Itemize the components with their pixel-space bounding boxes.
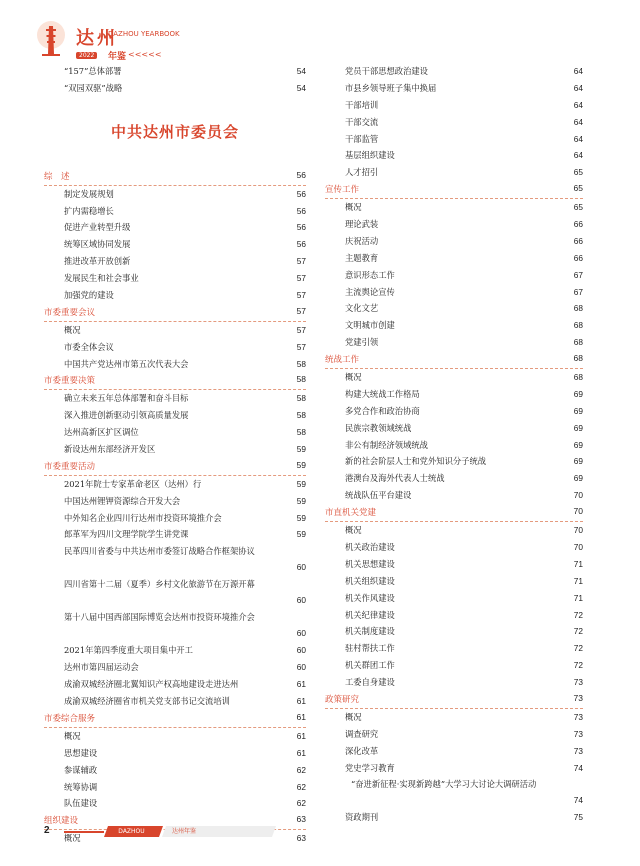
toc-entry-text: 机关制度建设 [345,626,395,637]
toc-entry-page: 59 [296,495,306,506]
section-page: 59 [296,459,306,470]
toc-entry[interactable] [44,493,306,510]
toc-entry-page: 71 [573,558,583,569]
toc-entry-page: 65 [573,202,583,213]
toc-entry-page: 69 [573,422,583,433]
toc-entry-text: 统筹协调 [64,781,98,792]
toc-entry-page: 66 [573,235,583,246]
page-number: 2 [44,825,50,836]
toc-entry-page: 58 [296,410,306,421]
toc-entry-page: 71 [573,592,583,603]
toc-entry-text: “双园双驱”战略 [64,82,123,93]
logo-nianjian: 年鉴 [108,52,127,62]
toc-entry-page: 65 [573,167,583,178]
toc-entry-page: 59 [296,444,306,455]
toc-entry-page: 58 [296,393,306,404]
toc-entry[interactable] [325,369,583,386]
toc-entry-page: 67 [573,286,583,297]
toc-entry-text: 概况 [345,202,362,213]
toc-entry-page: 72 [573,609,583,620]
toc-entry-page: 57 [296,341,306,352]
section-page: 68 [573,353,583,364]
toc-entry[interactable] [44,186,306,203]
toc-entry-text: 2021年第四季度重大项目集中开工 [64,645,193,656]
toc-entry-page: 64 [573,150,583,161]
toc-entry-text: 庆祝活动 [345,235,379,246]
toc-entry-text: 中国达州锂钾资源综合开发大会 [64,495,181,506]
toc-entry[interactable] [325,556,583,573]
toc-entry[interactable] [44,676,306,693]
toc-entry-page: 73 [573,711,583,722]
toc-section-heading[interactable] [44,372,306,390]
toc-entry-text: 确立未来五年总体部署和奋斗目标 [64,393,189,404]
toc-entry[interactable] [325,147,583,164]
toc-entry[interactable] [325,250,583,267]
toc-entry-text: 新的社会阶层人士和党外知识分子统战 [345,456,487,467]
toc-entry[interactable] [44,287,306,304]
section-title: 组织建设 [44,816,79,827]
toc-left-column [44,63,306,847]
toc-entry-page: 62 [296,798,306,809]
toc-entry-page: 73 [573,745,583,756]
toc-section-heading[interactable] [325,691,583,709]
logo-year: 2022 [76,52,97,59]
section-title: 市委重要会议 [44,307,96,318]
toc-entry[interactable] [44,526,306,543]
toc-entry-page: 70 [573,541,583,552]
toc-entry[interactable] [325,743,583,760]
toc-entry[interactable] [325,573,583,590]
toc-entry-text: 干部监管 [345,133,379,144]
toc-entry-text: 达州高新区扩区调位 [64,427,139,438]
toc-entry[interactable] [325,640,583,657]
toc-entry-text: 港澳台及海外代表人士统战 [345,473,445,484]
section-title: 政策研究 [325,694,360,705]
section-page: 61 [296,711,306,722]
toc-entry[interactable] [44,728,306,745]
toc-entry-page: 74 [573,795,583,806]
toc-entry[interactable] [325,487,583,504]
toc-entry-text: 市县乡领导班子集中换届 [345,82,437,93]
toc-entry-text: 成渝双城经济圈省市机关党支部书记交流培训 [64,696,230,707]
toc-entry-page: 60 [296,595,306,606]
toc-entry-page: 73 [573,728,583,739]
toc-entry-text: 多党合作和政治协商 [345,405,420,416]
toc-entry-text: 调查研究 [345,728,379,739]
toc-entry[interactable] [44,390,306,407]
toc-entry-text: 理论武装 [345,219,379,230]
toc-entry[interactable] [44,203,306,220]
toc-entry[interactable] [44,219,306,236]
toc-entry[interactable] [325,760,583,777]
toc-entry[interactable] [325,80,583,97]
toc-entry[interactable] [325,63,583,80]
toc-entry-text: 概况 [64,324,81,335]
toc-entry-page: 56 [296,188,306,199]
toc-right-column [325,63,583,826]
toc-section-heading[interactable] [44,710,306,728]
toc-entry-page: 56 [296,222,306,233]
toc-entry[interactable] [325,657,583,674]
toc-entry[interactable] [325,674,583,691]
toc-entry-text: 加强党的建设 [64,290,114,301]
toc-section-heading[interactable] [325,351,583,369]
toc-entry-page: 68 [573,303,583,314]
toc-entry[interactable] [325,386,583,403]
toc-entry-text: “奋进新征程·实现新跨越”大学习大讨论大调研活动 [351,779,537,790]
toc-entry[interactable] [325,522,583,539]
toc-entry-page: 66 [573,252,583,263]
toc-entry-page: 69 [573,456,583,467]
toc-entry-page: 72 [573,626,583,637]
toc-entry-text: 机关政治建设 [345,541,395,552]
section-title: 宣传工作 [325,185,360,196]
toc-entry-page: 60 [296,662,306,673]
toc-entry-page: 57 [296,256,306,267]
toc-entry-page: 57 [296,324,306,335]
toc-entry-text: 非公有制经济领域统战 [345,439,428,450]
footer-yearbook-en: DAZHOU YEARBOOK [114,828,149,846]
toc-entry[interactable] [325,131,583,148]
toc-entry-page: 74 [573,762,583,773]
toc-entry-text: 概况 [345,525,362,536]
toc-section-heading[interactable] [44,458,306,476]
toc-entry-page: 73 [573,677,583,688]
toc-entry-text: 党史学习教育 [345,762,395,773]
footer-yearbook-cn-box [162,826,276,837]
toc-entry-text: 参谋辅政 [64,764,98,775]
toc-entry-page: 67 [573,269,583,280]
chapter-title: 中共达州市委员会 [110,122,239,141]
toc-entry[interactable] [325,334,583,351]
toc-entry-text: 中外知名企业四川行达州市投资环境推介会 [64,512,222,523]
section-page: 58 [296,374,306,385]
toc-entry-page: 60 [296,628,306,639]
toc-entry-page: 72 [573,660,583,671]
toc-entry-text: 第十八届中国西部国际博览会达州市投资环境推介会 [64,612,255,623]
toc-entry[interactable] [44,322,306,339]
toc-entry[interactable] [325,709,583,726]
toc-entry-text: 概况 [64,833,81,844]
toc-entry-page: 58 [296,358,306,369]
toc-entry-page: 75 [573,812,583,823]
toc-entry-page: 56 [296,239,306,250]
toc-entry-page: 59 [296,478,306,489]
logo-title: 达州 [76,28,118,49]
toc-entry-text: 驻村帮扶工作 [345,643,395,654]
toc-entry-page: 70 [573,490,583,501]
logo-subtitle: DAZHOU YEARBOOK [108,30,180,38]
toc-entry-page: 64 [573,116,583,127]
toc-entry[interactable] [44,745,306,762]
toc-section-heading[interactable] [44,304,306,322]
toc-entry[interactable] [325,199,583,216]
toc-entry-text: 新设达州东部经济开发区 [64,444,156,455]
toc-entry[interactable] [325,267,583,284]
toc-entry-text: 概况 [345,711,362,722]
toc-entry-page: 69 [573,388,583,399]
toc-entry[interactable] [325,97,583,114]
toc-entry[interactable] [44,407,306,424]
toc-entry[interactable] [44,339,306,356]
toc-entry[interactable] [325,607,583,624]
toc-entry-page: 62 [296,781,306,792]
toc-entry-text: 统筹区域协同发展 [64,239,131,250]
toc-entry-page: 64 [573,99,583,110]
toc-entry-text: 机关组织建设 [345,575,395,586]
toc-entry[interactable] [325,284,583,301]
section-title: 市委重要活动 [44,461,96,472]
toc-entry[interactable] [44,510,306,527]
toc-entry-page: 54 [296,82,306,93]
toc-entry-text: 促进产业转型升级 [64,222,131,233]
section-title: 统战工作 [325,355,360,366]
toc-entry[interactable] [44,543,306,576]
toc-entry-text: 市委全体会议 [64,341,114,352]
toc-entry-page: 69 [573,473,583,484]
toc-entry-text: 统战队伍平台建设 [345,490,412,501]
toc-entry-page: 63 [296,833,306,844]
toc-entry-page: 68 [573,320,583,331]
toc-entry-page: 57 [296,290,306,301]
toc-entry[interactable] [44,642,306,659]
toc-entry-page: 64 [573,82,583,93]
section-page: 63 [296,814,306,825]
toc-entry[interactable] [44,424,306,441]
toc-entry-text: 深入推进创新驱动引领高质量发展 [64,410,189,421]
toc-entry-text: 2021年院士专家革命老区（达州）行 [64,478,202,489]
toc-entry-page: 64 [573,133,583,144]
toc-entry-text: 文明城市创建 [345,320,395,331]
toc-section-heading[interactable] [325,181,583,199]
toc-entry-text: 制定发展规划 [64,188,114,199]
toc-entry-page: 56 [296,205,306,216]
toc-entry-page: 62 [296,764,306,775]
toc-entry[interactable] [44,253,306,270]
toc-entry-page: 61 [296,679,306,690]
toc-entry-page: 54 [296,66,306,76]
toc-entry-page: 59 [296,529,306,540]
toc-entry-text: 民革四川省委与中共达州市委签订战略合作框架协议 [64,546,255,557]
toc-entry[interactable] [44,576,306,609]
toc-entry-page: 69 [573,405,583,416]
toc-entry-text: 党建引领 [345,337,379,348]
section-title: 市直机关党建 [325,508,377,519]
toc-entry[interactable] [44,693,306,710]
toc-entry[interactable] [325,776,583,809]
toc-entry-text: 中国共产党达州市第五次代表大会 [64,358,189,369]
toc-entry-text: 推进改革开放创新 [64,256,131,267]
toc-entry[interactable] [44,356,306,373]
toc-entry-page: 69 [573,439,583,450]
footer-yearbook-cn: 达州年鉴 [172,828,197,835]
toc-entry-text: 机关思想建设 [345,558,395,569]
toc-entry-text: 民族宗教领域统战 [345,422,412,433]
toc-entry-page: 72 [573,643,583,654]
toc-entry[interactable] [44,795,306,812]
toc-entry[interactable] [325,539,583,556]
toc-entry[interactable] [325,216,583,233]
toc-entry-text: 机关群团工作 [345,660,395,671]
toc-entry[interactable] [44,609,306,642]
toc-entry-text: 机关纪律建设 [345,609,395,620]
toc-entry[interactable] [44,476,306,493]
toc-section-heading[interactable] [325,504,583,522]
toc-entry-page: 61 [296,747,306,758]
toc-entry-text: 达州市第四届运动会 [64,662,139,673]
toc-entry[interactable] [325,623,583,640]
toc-entry[interactable] [44,659,306,676]
toc-entry-text: 成渝双城经济圈北翼知识产权高地建设走进达州 [64,679,239,690]
toc-entry-page: 66 [573,219,583,230]
toc-entry[interactable] [325,470,583,487]
toc-entry[interactable] [325,233,583,250]
toc-entry-text: 机关作风建设 [345,592,395,603]
toc-entry-text: 文化文艺 [345,303,379,314]
toc-entry-text: 队伍建设 [64,798,98,809]
toc-entry-text: 郎革军为四川文理学院学生讲党课 [64,529,189,540]
toc-entry-text: 基层组织建设 [345,150,395,161]
toc-entry-text: 概况 [345,372,362,383]
toc-entry-text: 党员干部思想政治建设 [345,66,428,76]
toc-entry-page: 57 [296,273,306,284]
logo-arrows: <<<<< [128,50,162,59]
section-page: 57 [296,305,306,316]
toc-entry-text: 四川省第十二届（夏季）乡村文化旅游节在万源开幕 [64,579,255,590]
section-page: 56 [296,169,306,180]
toc-entry[interactable] [325,590,583,607]
toc-entry-text: 干部交流 [345,116,379,127]
toc-entry-page: 68 [573,372,583,383]
toc-entry[interactable] [44,236,306,253]
footer-rule [64,831,104,833]
toc-entry[interactable] [325,809,583,826]
toc-entry[interactable] [44,80,306,97]
toc-entry-page: 60 [296,645,306,656]
toc-entry-page: 61 [296,696,306,707]
toc-entry-text: 发展民生和社会事业 [64,273,139,284]
toc-entry-text: 扩内需稳增长 [64,205,114,216]
toc-entry[interactable] [44,63,306,80]
toc-entry-page: 64 [573,66,583,76]
toc-entry[interactable] [325,317,583,334]
toc-entry[interactable] [325,300,583,317]
toc-entry-text: 概况 [64,730,81,741]
toc-entry-text: 构建大统战工作格局 [345,388,420,399]
toc-entry[interactable] [44,270,306,287]
section-page: 70 [573,506,583,517]
toc-section-heading[interactable] [44,168,306,186]
tower-logo-icon [36,20,66,58]
toc-entry-text: 干部培训 [345,99,379,110]
section-title: 综 述 [44,171,70,182]
toc-entry[interactable] [44,441,306,458]
toc-entry[interactable] [325,453,583,470]
toc-entry-text: 工委自身建设 [345,677,395,688]
toc-entry-text: 主流舆论宣传 [345,286,395,297]
section-page: 73 [573,692,583,703]
yearbook-logo [36,20,286,62]
toc-entry[interactable] [325,420,583,437]
toc-entry-text: 资政期刊 [345,812,379,823]
section-title: 市委重要决策 [44,376,96,387]
toc-entry-page: 71 [573,575,583,586]
section-page: 65 [573,183,583,194]
toc-entry[interactable] [325,114,583,131]
toc-entry[interactable] [325,437,583,454]
toc-entry-page: 68 [573,337,583,348]
toc-entry-text: 意识形态工作 [345,269,395,280]
toc-entry[interactable] [44,762,306,779]
toc-entry-page: 70 [573,525,583,536]
toc-entry-page: 61 [296,730,306,741]
toc-entry[interactable] [325,726,583,743]
toc-entry-text: 思想建设 [64,747,98,758]
toc-entry-page: 58 [296,427,306,438]
toc-entry-text: 深化改革 [345,745,379,756]
toc-entry-page: 59 [296,512,306,523]
section-title: 市委综合服务 [44,713,96,724]
toc-entry[interactable] [325,403,583,420]
toc-entry-text: “157”总体部署 [64,66,122,76]
toc-entry-text: 人才招引 [345,167,379,178]
toc-entry-text: 主题教育 [345,252,379,263]
footer-yearbook-en-box [104,826,163,846]
toc-entry-page: 60 [296,562,306,573]
toc-entry[interactable] [44,779,306,796]
toc-entry[interactable] [325,164,583,181]
